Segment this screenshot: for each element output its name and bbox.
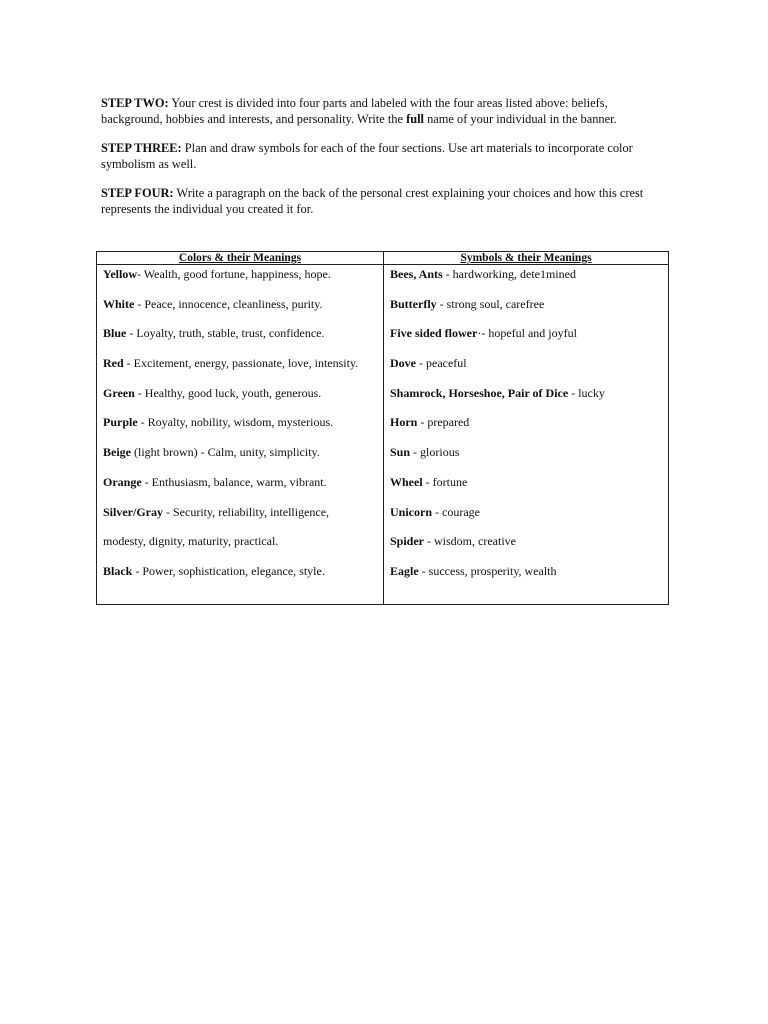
color-entry [103,386,383,416]
symbol-term: Spider [390,534,425,549]
symbol-entry [390,356,668,386]
symbol-meaning: - wisdom, creative [424,534,516,549]
color-meaning: - Excitement, energy, passionate, love, intensity. [123,356,359,371]
symbols-header: Symbols & their Meanings [384,252,669,265]
symbol-entry [390,297,668,327]
symbol-term: Sun [390,445,411,460]
color-term: White [103,296,135,311]
symbol-term: Shamrock, Horseshoe, Pair of Dice [390,385,569,400]
color-meaning: modesty, dignity, maturity, practical. [103,534,279,549]
color-entry [103,356,383,386]
color-term: Red [103,356,124,371]
step-text: Plan and draw symbols for each of the four sections. Use art materials to incorporate color symbolism as well. [101,141,633,171]
color-entry [103,267,383,297]
symbols-list [384,265,669,605]
symbol-entry [390,415,668,445]
color-term: Purple [103,415,138,430]
color-entry [103,445,383,475]
symbol-entry [390,267,668,297]
step-text: Your crest is divided into four parts and labeled with the four areas listed above: beliefs, background, hobbies and interests, and personality. Write the [101,96,608,126]
symbol-meaning: - fortune [422,474,468,489]
symbol-meaning: - hardworking, dete1mined [442,267,576,281]
symbol-term: Horn [390,415,418,430]
symbol-meaning: - prepared [417,415,470,430]
color-term: Orange [103,474,142,489]
symbol-term: Unicorn [390,504,432,519]
color-meaning: - Healthy, good luck, youth, generous. [134,385,322,400]
symbol-entry [390,445,668,475]
symbol-term: Butterfly [390,296,437,311]
symbol-entry [390,505,668,535]
color-term: Silver/Gray [103,504,163,519]
color-meaning: - Power, sophistication, elegance, style. [132,563,325,578]
color-entry [103,415,383,445]
step-emphasis: full [406,111,424,126]
symbol-meaning: - strong soul, carefree [436,296,545,311]
color-entry [103,475,383,505]
symbol-entry [390,386,668,416]
symbol-meaning: - peaceful [416,356,467,371]
step-text: Write a paragraph on the back of the personal crest explaining your choices and how this crest represents the individual you created it for. [101,186,644,216]
colors-header: Colors & their Meanings [97,252,384,265]
step-label: STEP FOUR: [101,186,174,200]
instructions [101,96,661,231]
symbol-entry [390,475,668,505]
symbol-meaning: - success, prosperity, wealth [418,563,557,578]
color-meaning: - Enthusiasm, balance, warm, vibrant. [141,474,327,489]
step-label: STEP THREE: [101,141,182,155]
color-meaning: - Wealth, good fortune, happiness, hope. [137,267,331,281]
colors-list [97,265,384,605]
color-term: Yellow [103,267,137,281]
symbol-meaning: - courage [432,504,480,519]
symbol-term: Wheel [390,474,423,489]
color-entry [103,297,383,327]
color-meaning: - Loyalty, truth, stable, trust, confidence. [126,326,325,341]
color-entry [103,505,383,535]
symbol-entry [390,534,668,564]
symbol-term: Five sided flower [390,326,478,341]
meanings-table [96,251,669,605]
step-three [101,141,661,172]
color-term: Green [103,385,135,400]
color-term: Beige [103,445,131,460]
symbol-entry [390,564,668,594]
step-two [101,96,661,127]
symbol-entry [390,326,668,356]
symbol-term: Bees, Ants [390,267,443,281]
color-meaning: - Royalty, nobility, wisdom, mysterious. [137,415,334,430]
color-entry [103,326,383,356]
color-meaning: - Peace, innocence, cleanliness, purity. [134,296,323,311]
color-term: Blue [103,326,127,341]
color-entry [103,564,383,594]
color-term: Black [103,563,133,578]
symbol-term: Eagle [390,563,419,578]
step-four [101,186,661,217]
step-label: STEP TWO: [101,96,169,110]
color-meaning: - Security, reliability, intelligence, [163,504,330,519]
step-text-end: name of your individual in the banner. [423,111,617,126]
symbol-meaning: - lucky [568,385,605,400]
symbol-term: Dove [390,356,416,371]
symbol-meaning: ·- hopeful and joyful [477,326,577,341]
color-entry [103,534,383,564]
color-meaning: (light brown) - Calm, unity, simplicity. [131,445,320,460]
symbol-meaning: - glorious [410,445,460,460]
